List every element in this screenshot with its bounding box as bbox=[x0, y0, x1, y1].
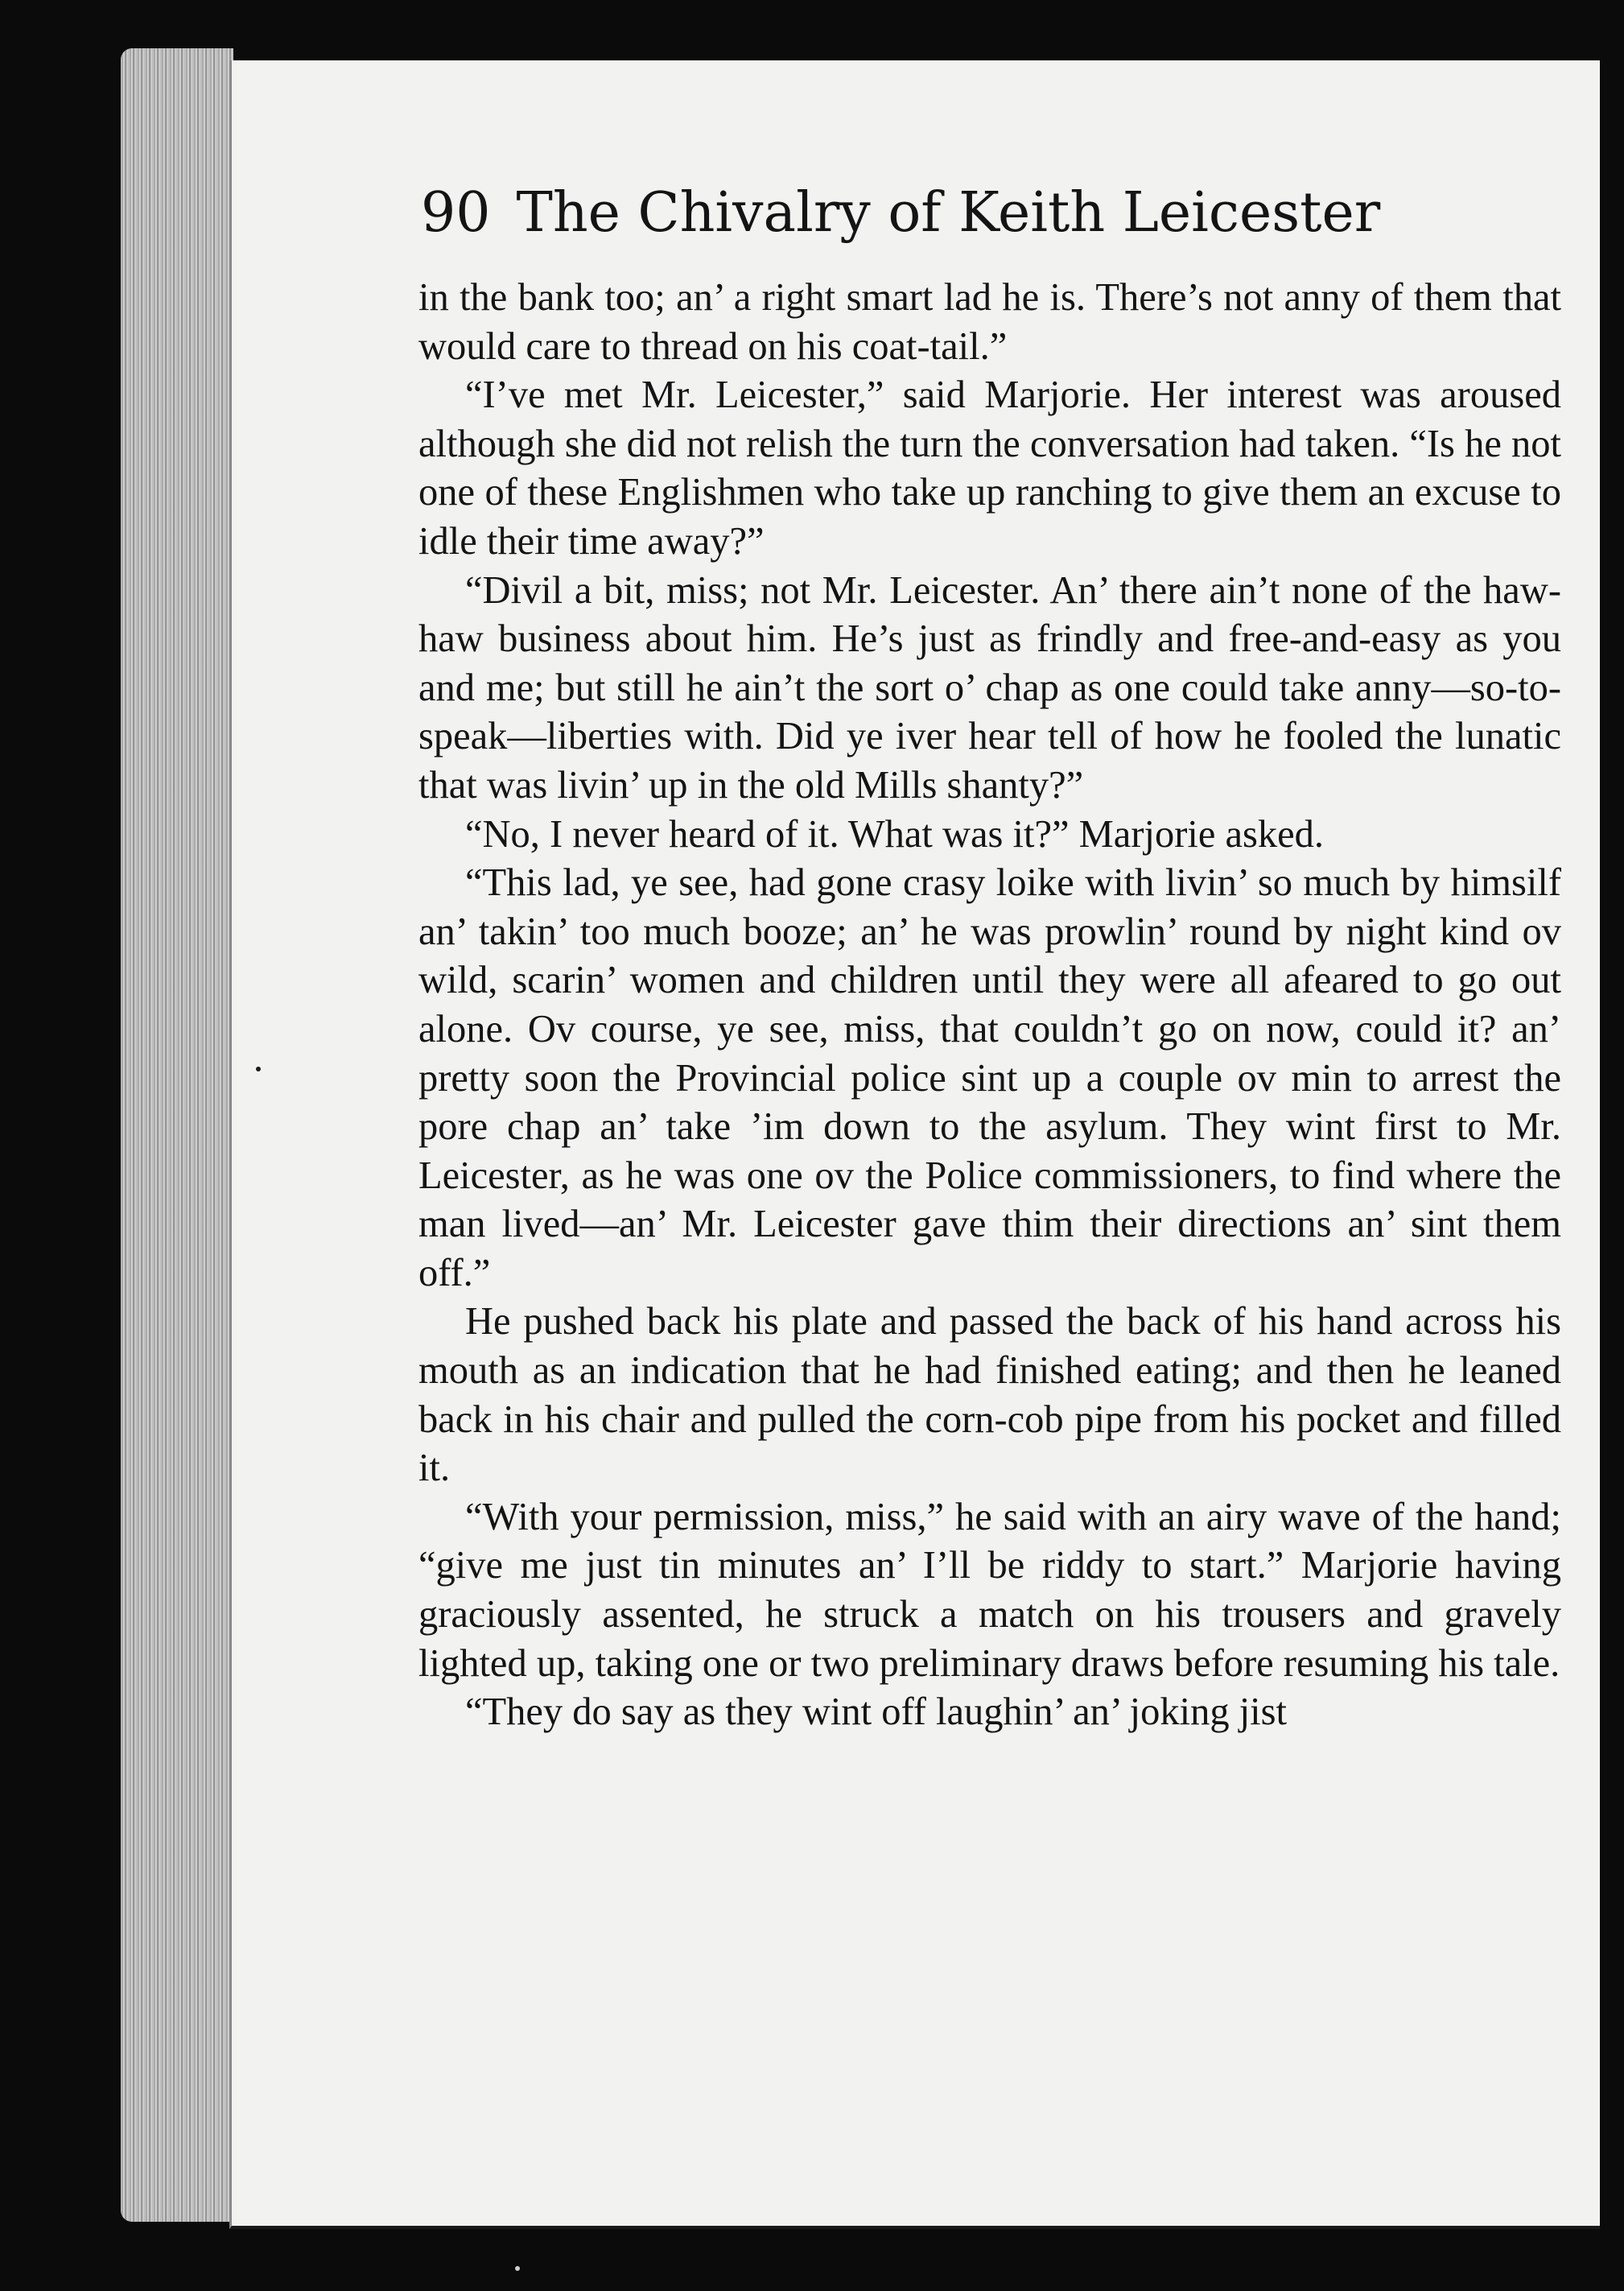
scan-speck bbox=[515, 2266, 520, 2271]
paragraph: “With your permission, miss,” he said with an airy wave of the hand; “give me just tin minutes an’ I’ll be riddy to start.” Marjorie having graciously assented, he struck a match on his trousers and gravely lighted up, taking one or two preliminary draws before resuming his tale. bbox=[418, 1495, 1561, 1685]
paragraph: He pushed back his plate and passed the back of his hand across his mouth as an indication that he had finished eating; and then he leaned back in his chair and pulled the corn-cob pipe from his pocket and filled it. bbox=[418, 1300, 1561, 1490]
paragraph: “They do say as they wint off laughin’ an’ joking jist bbox=[465, 1690, 1287, 1734]
paragraph: in the bank too; an’ a right smart lad he is. There’s not anny of them that would care to thread on his coat-tail.” bbox=[418, 276, 1561, 368]
page-sheet bbox=[229, 60, 1600, 2229]
paragraph: “Divil a bit, miss; not Mr. Leicester. An’ there ain’t none of the haw-haw business about him. He’s just as frindly and free-and-easy as you and me; but still he ain’t the sort o’ chap as one could take anny—so-to-speak—liberties with. Did ye iver hear tell of how he fooled the lunatic that was livin’ up in the old Mills shanty?” bbox=[418, 568, 1561, 807]
body-text bbox=[418, 274, 1561, 1737]
paragraph: “No, I never heard of it. What was it?” Marjorie asked. bbox=[465, 812, 1325, 856]
paragraph: “I’ve met Mr. Leicester,” said Marjorie. Her interest was aroused although she did not relish the turn the conversation had taken. “Is he not one of these Englishmen who take up ranching to give them an excuse to idle their time away?” bbox=[418, 374, 1561, 563]
page-number: 90 bbox=[421, 181, 491, 245]
paragraph: “This lad, ye see, had gone crasy loike with livin’ so much by himsilf an’ takin’ too much booze; an’ he was prowlin’ round by night kind ov wild, scarin’ women and children until they were all afeared to go out alone. Ov course, ye see, miss, that couldn’t go on now, could it? an’ pretty soon the Provincial police sint up a couple ov min to arrest the pore chap an’ take ’im down to the asylum. They wint first to Mr. Leicester, as he was one ov the Police commissioners, to find where the man lived—an’ Mr. Leicester gave thim their directions an’ sint them off.” bbox=[418, 861, 1561, 1294]
running-title: The Chivalry of Keith Leicester bbox=[516, 181, 1381, 245]
running-header bbox=[421, 181, 1572, 245]
scan-speck bbox=[256, 1067, 261, 1071]
book-page-edges bbox=[121, 48, 233, 2222]
